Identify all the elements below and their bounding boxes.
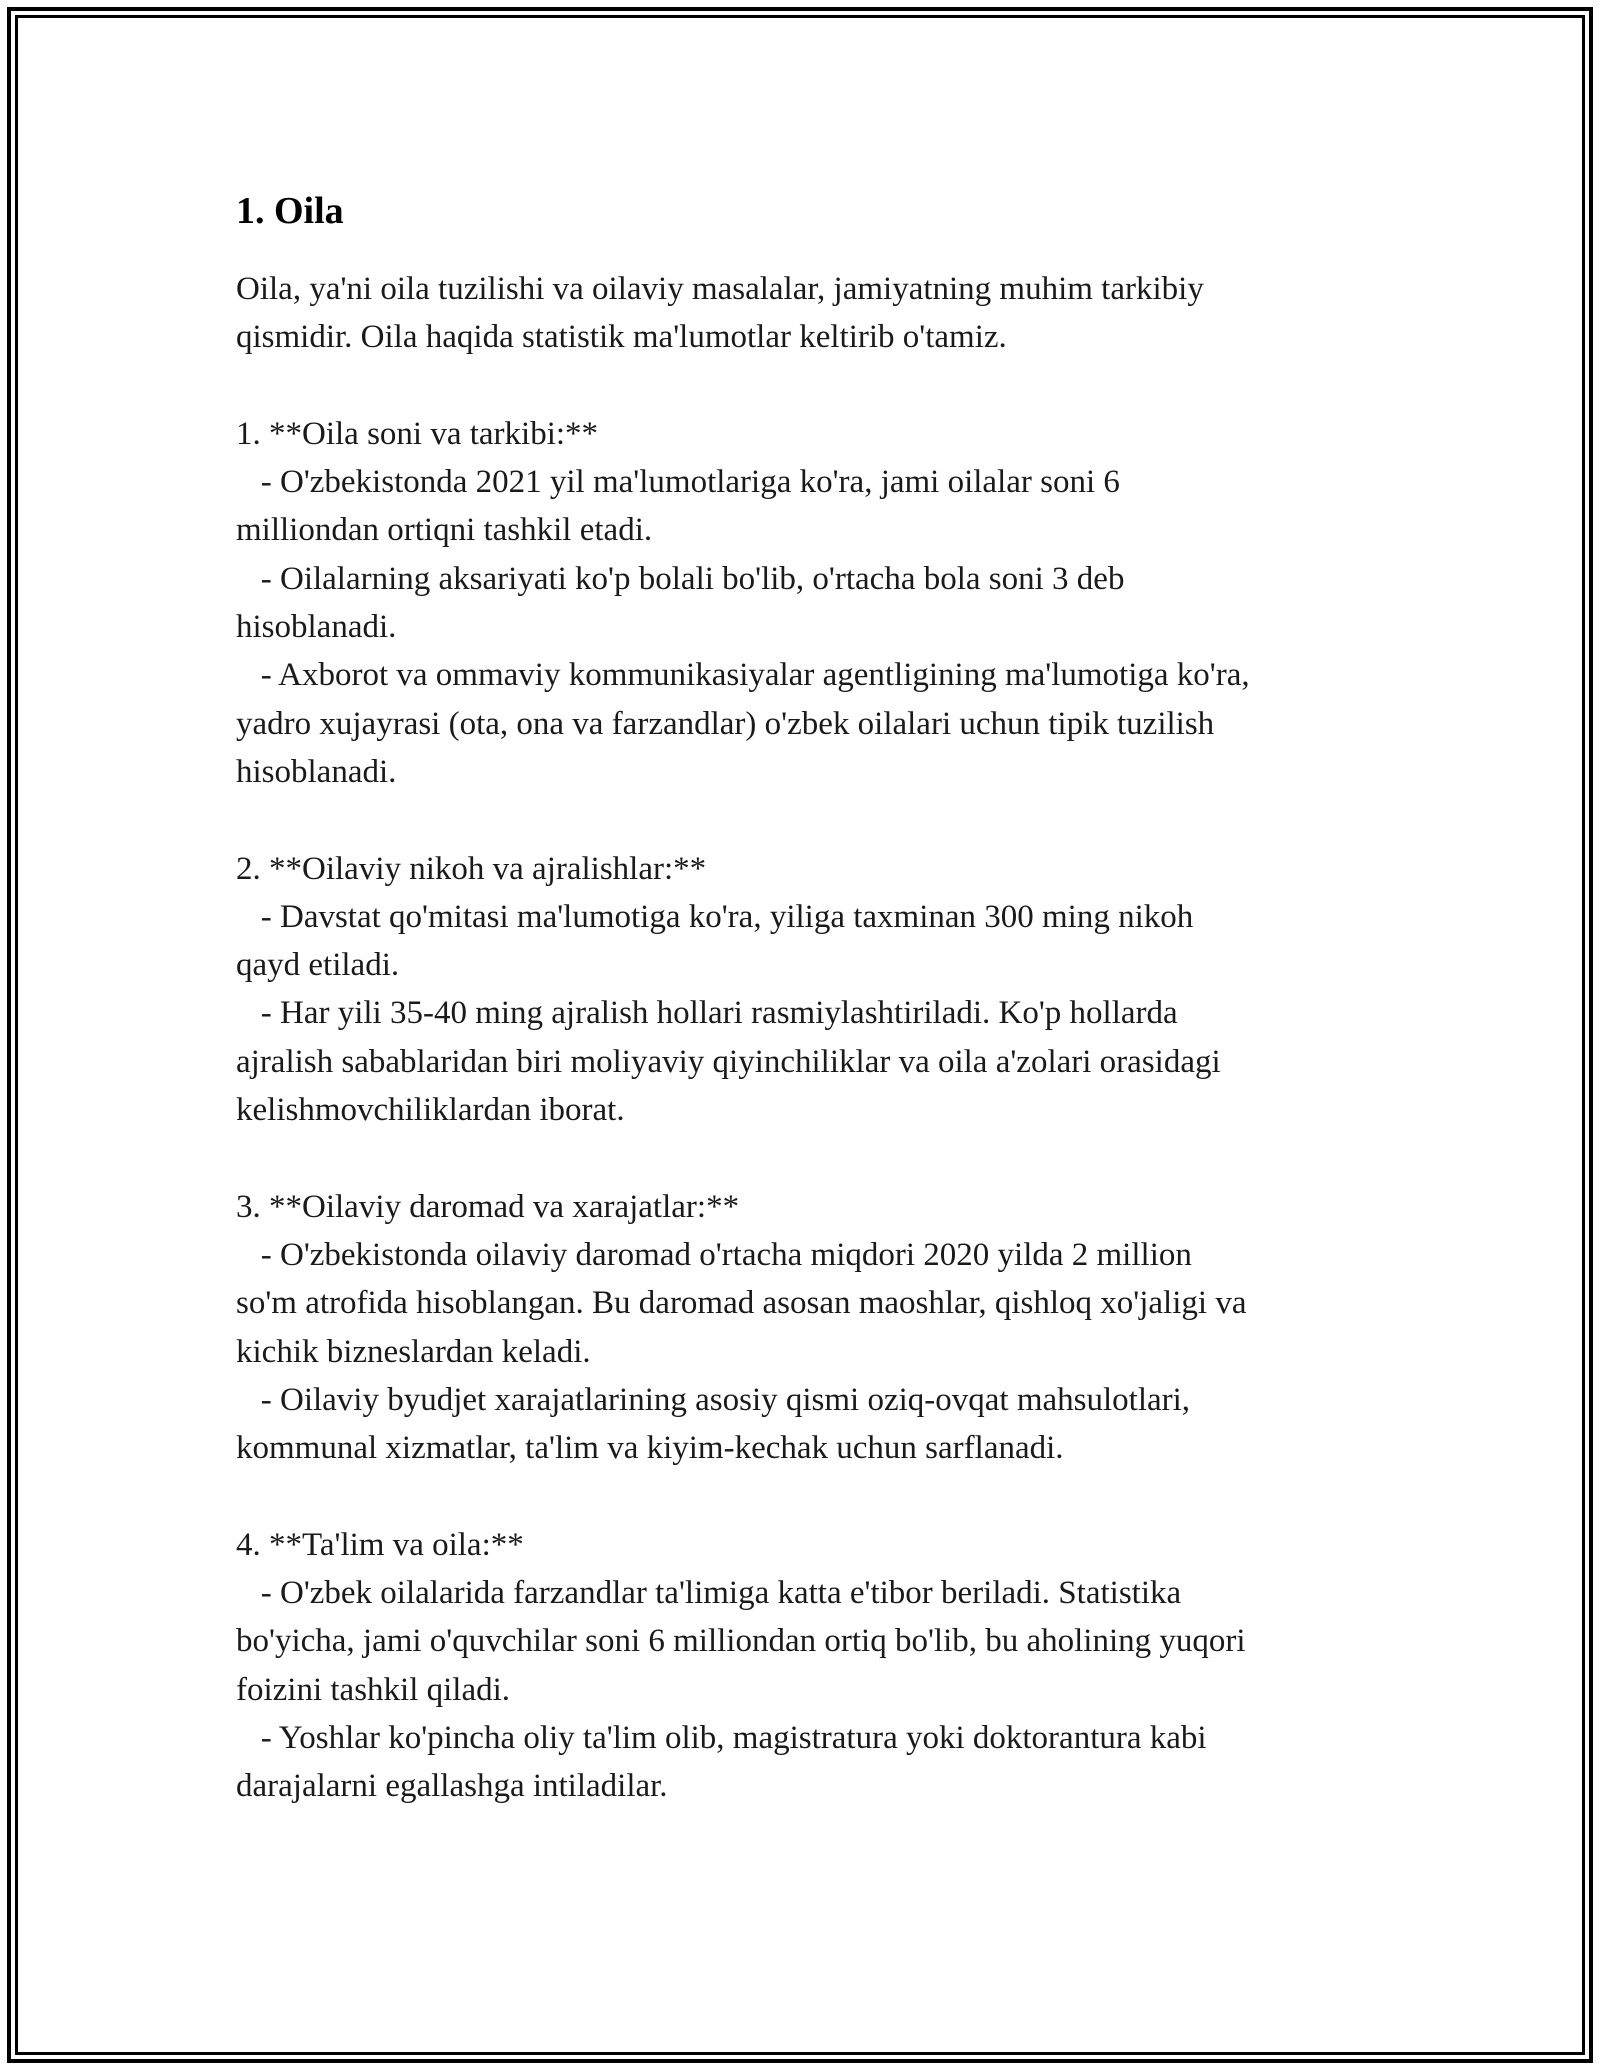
document-body bbox=[236, 187, 1376, 1811]
list-item: - O'zbekistonda 2021 yil ma'lumotlariga ko'ra, jami oilalar soni 6 milliondan ortiqni tashkil etadi. bbox=[236, 464, 1120, 549]
section-3 bbox=[236, 1183, 1376, 1473]
spacer bbox=[236, 1134, 1376, 1182]
section-2 bbox=[236, 845, 1376, 1135]
spacer bbox=[236, 1472, 1376, 1520]
list-item: - Yoshlar ko'pincha oliy ta'lim olib, magistratura yoki doktorantura kabi darajalarni egallashga intiladilar. bbox=[236, 1719, 1207, 1805]
section-heading: 2. **Oilaviy nikoh va ajralishlar:** bbox=[236, 850, 707, 887]
list-item: - Oilaviy byudjet xarajatlarining asosiy qismi oziq-ovqat mahsulotlari, kommunal xizmatlar, ta'lim va kiyim-kechak uchun sarflanadi. bbox=[236, 1381, 1191, 1467]
list-item: - O'zbek oilalarida farzandlar ta'limiga katta e'tibor beriladi. Statistika bo'yicha, jami o'quvchilar soni 6 milliondan ortiq bo'lib, bu aholining yuqori foizini tashkil qiladi. bbox=[236, 1575, 1246, 1708]
list-item: - Davstat qo'mitasi ma'lumotiga ko'ra, yiliga taxminan 300 ming nikoh qayd etiladi. bbox=[236, 898, 1194, 984]
list-item: - O'zbekistonda oilaviy daromad o'rtacha miqdori 2020 yilda 2 million so'm atrofida hisoblangan. Bu daromad asosan maoshlar, qishloq xo'jaligi va kichik bizneslardan keladi. bbox=[236, 1236, 1247, 1370]
section-1 bbox=[236, 410, 1376, 796]
document-title: 1. Oila bbox=[236, 190, 344, 232]
list-item: - Har yili 35-40 ming ajralish hollari rasmiylashtiriladi. Ko'p hollarda ajralish sabablaridan biri moliyaviy qiyinchiliklar va oila a'zolari orasidagi kelishmovchiliklardan iborat. bbox=[236, 995, 1221, 1129]
list-item: - Axborot va ommaviy kommunikasiyalar agentligining ma'lumotiga ko'ra, yadro xujayrasi (ota, ona va farzandlar) o'zbek oilalari uchun tipik tuzilish hisoblanadi. bbox=[236, 657, 1250, 790]
spacer bbox=[236, 796, 1376, 844]
section-4 bbox=[236, 1521, 1376, 1811]
section-heading: 3. **Oilaviy daromad va xarajatlar:** bbox=[236, 1188, 740, 1225]
list-item: - Oilalarning aksariyati ko'p bolali bo'lib, o'rtacha bola soni 3 deb hisoblanadi. bbox=[236, 560, 1125, 646]
spacer bbox=[236, 362, 1376, 410]
section-heading: 1. **Oila soni va tarkibi:** bbox=[236, 415, 599, 452]
intro-paragraph: Oila, ya'ni oila tuzilishi va oilaviy masalalar, jamiyatning muhim tarkibiy qismidir. Oila haqida statistik ma'lumotlar keltirib o'tamiz. bbox=[236, 271, 1204, 356]
section-heading: 4. **Ta'lim va oila:** bbox=[236, 1526, 524, 1563]
